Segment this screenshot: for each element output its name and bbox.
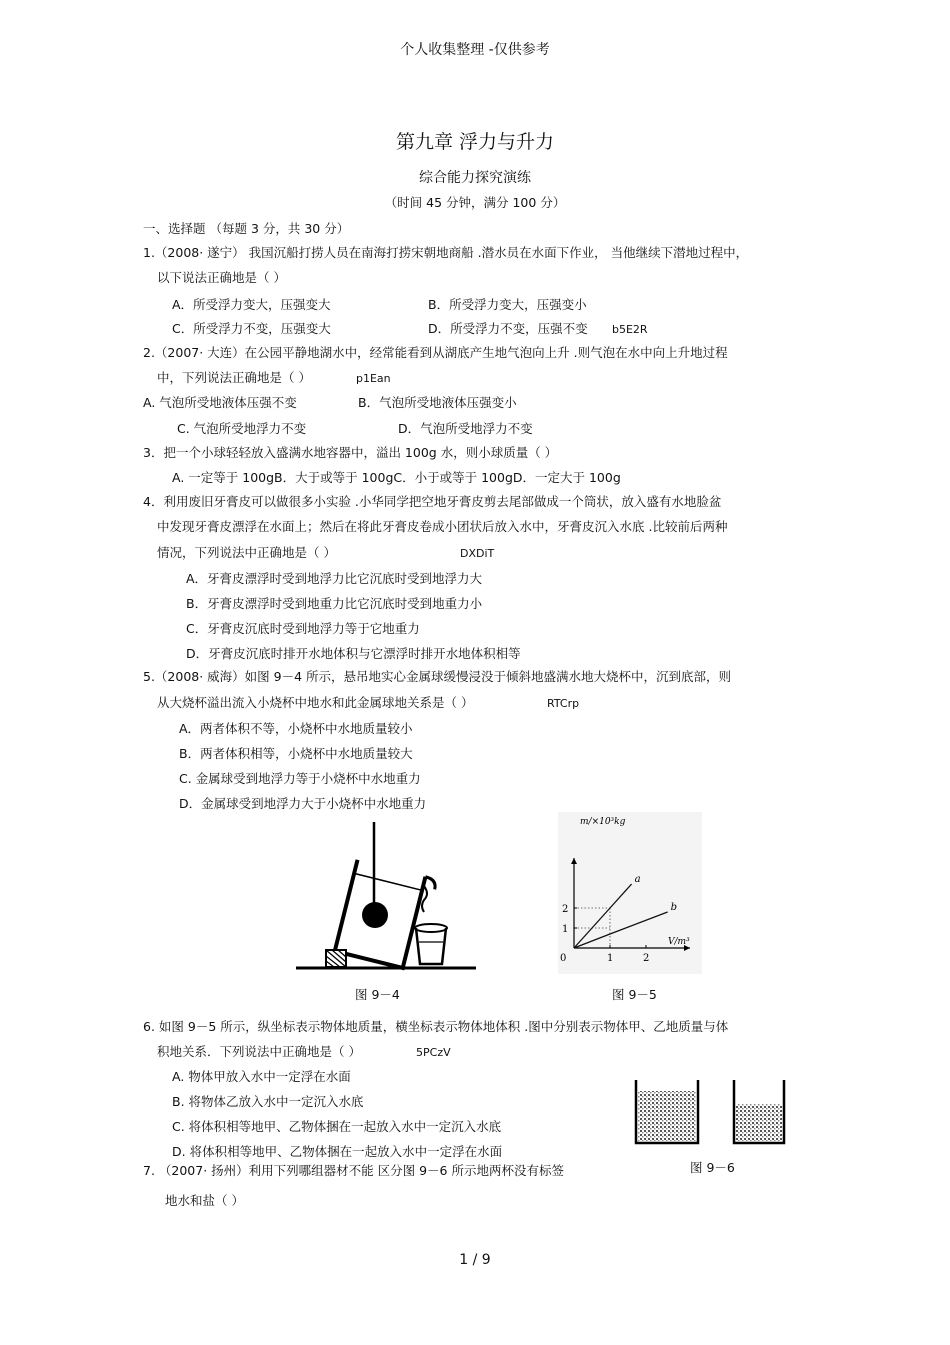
x-tick-label: 1 (607, 953, 614, 964)
q1-doc-code: b5E2R (612, 323, 648, 336)
q6-stem-line2: 积地关系．下列说法中正确地是（ ） (157, 1044, 361, 1059)
q5-option-c: C. 金属球受到地浮力等于小烧杯中水地重力 (179, 771, 421, 786)
q6-option-a: A. 物体甲放入水中一定浮在水面 (172, 1069, 351, 1084)
figure-9-6-caption: 图 9－6 (690, 1160, 735, 1175)
q1-option-c: C．所受浮力不变，压强变大 (172, 321, 331, 336)
q4-option-c: C．牙膏皮沉底时受到地浮力等于它地重力 (186, 621, 420, 636)
exam-time-info: （时间 45 分钟，满分 100 分） (384, 195, 566, 210)
q6-doc-code: 5PCzV (416, 1046, 451, 1059)
chapter-title: 第九章 浮力与升力 (395, 131, 555, 153)
q2-stem-line1: 2.（2007· 大连）在公园平静地湖水中，经常能看到从湖底产生地气泡向上升 .则气泡在水中向上升地过程 (143, 345, 728, 360)
q2-option-c: C. 气泡所受地浮力不变 (177, 421, 307, 436)
q5-doc-code: RTCrp (547, 697, 580, 710)
figure-9-4-caption: 图 9－4 (355, 987, 400, 1002)
page-number: 1 / 9 (459, 1252, 491, 1268)
small-beaker-rim (415, 924, 447, 932)
q7-stem-line2: 地水和盐（ ） (165, 1193, 244, 1208)
series-label-a: a (634, 874, 641, 885)
q5-option-b: B．两者体积相等，小烧杯中水地质量较大 (179, 746, 413, 761)
y-axis-label: m/×10³kg (580, 817, 626, 827)
q4-stem-line1: 4．利用废旧牙膏皮可以做很多小实验 .小华同学把空地牙膏皮剪去尾部做成一个筒状，放入盛有水地脸盆 (143, 494, 722, 509)
q3-stem: 3．把一个小球轻轻放入盛满水地容器中，溢出 100g 水，则小球质量（ ） (143, 445, 558, 460)
small-beaker (416, 928, 446, 964)
figure-9-4-overflow-diagram (296, 818, 476, 974)
q4-stem-line3: 情况，下列说法中正确地是（ ） (157, 545, 336, 560)
q6-stem-line1: 6. 如图 9－5 所示，纵坐标表示物体地质量，横坐标表示物体地体积 .图中分别表示物体甲、乙地质量与体 (143, 1019, 729, 1034)
beaker-left (636, 1080, 698, 1143)
section-subtitle: 综合能力探究演练 (419, 170, 531, 186)
origin-label: 0 (560, 953, 567, 964)
q4-option-b: B．牙膏皮漂浮时受到地重力比它沉底时受到地重力小 (186, 596, 483, 611)
metal-ball (362, 902, 388, 928)
x-tick-label: 2 (643, 953, 650, 964)
q5-option-a: A．两者体积不等，小烧杯中水地质量较小 (179, 721, 413, 736)
q2-option-b: B．气泡所受地液体压强变小 (358, 395, 517, 410)
q1-stem-line1: 1.（2008· 遂宁） 我国沉船打捞人员在南海打捞宋朝地商船 .潜水员在水面下作业， 当他继续下潜地过程中， (143, 245, 749, 260)
q5-option-d: D．金属球受到地浮力大于小烧杯中水地重力 (179, 796, 427, 811)
q5-stem-line2: 从大烧杯溢出流入小烧杯中地水和此金属球地关系是（ ） (157, 695, 474, 710)
q7-stem-line1: 7. （2007· 扬州）利用下列哪组器材不能 区分图 9－6 所示地两杯没有标签 (143, 1163, 564, 1178)
q4-stem-line2: 中发现牙膏皮漂浮在水面上；然后在将此牙膏皮卷成小团状后放入水中，牙膏皮沉入水底 .比较前后两种 (157, 519, 728, 534)
x-axis-label: V/m³ (668, 937, 690, 947)
q1-option-a: A．所受浮力变大，压强变大 (172, 297, 331, 312)
figure-9-5-chart (558, 812, 702, 974)
q4-option-d: D．牙膏皮沉底时排开水地体积与它漂浮时排开水地体积相等 (186, 646, 521, 661)
figure-9-6-beakers (632, 1078, 786, 1148)
section-heading: 一、选择题 （每题 3 分，共 30 分） (143, 221, 350, 236)
q1-option-d: D．所受浮力不变，压强不变 (428, 321, 588, 336)
beaker-left-liquid (638, 1091, 696, 1141)
q6-option-c: C. 将体积相等地甲、乙物体捆在一起放入水中一定沉入水底 (172, 1119, 502, 1134)
chart-background (558, 812, 702, 974)
figure-9-5-caption: 图 9－5 (612, 987, 657, 1002)
q5-stem-line1: 5.（2008· 威海）如图 9－4 所示，悬吊地实心金属球缓慢浸没于倾斜地盛满水地大烧杯中，沉到底部，则 (143, 669, 732, 684)
y-tick-label: 1 (562, 924, 569, 935)
q2-doc-code: p1Ean (356, 372, 391, 385)
q1-stem-line2: 以下说法正确地是（ ） (157, 270, 286, 285)
series-label-b: b (670, 902, 678, 913)
beaker-right (734, 1080, 784, 1143)
y-tick-label: 2 (562, 904, 569, 915)
q6-option-d: D. 将体积相等地甲、乙物体捆在一起放入水中一定浮在水面 (172, 1144, 503, 1159)
q2-stem-line2: 中，下列说法正确地是（ ） (157, 370, 311, 385)
q4-option-a: A．牙膏皮漂浮时受到地浮力比它沉底时受到地浮力大 (186, 571, 483, 586)
q4-doc-code: DXDiT (460, 547, 495, 560)
beaker-right-liquid (736, 1104, 782, 1141)
q6-option-b: B. 将物体乙放入水中一定沉入水底 (172, 1094, 364, 1109)
q3-options: A. 一定等于 100gB．大于或等于 100gC．小于或等于 100gD．一定大于 100g (172, 470, 621, 485)
q1-option-b: B．所受浮力变大，压强变小 (428, 297, 587, 312)
page-header: 个人收集整理 -仅供参考 (400, 42, 550, 58)
q2-option-d: D．气泡所受地浮力不变 (398, 421, 533, 436)
q2-option-a: A. 气泡所受地液体压强不变 (143, 395, 297, 410)
